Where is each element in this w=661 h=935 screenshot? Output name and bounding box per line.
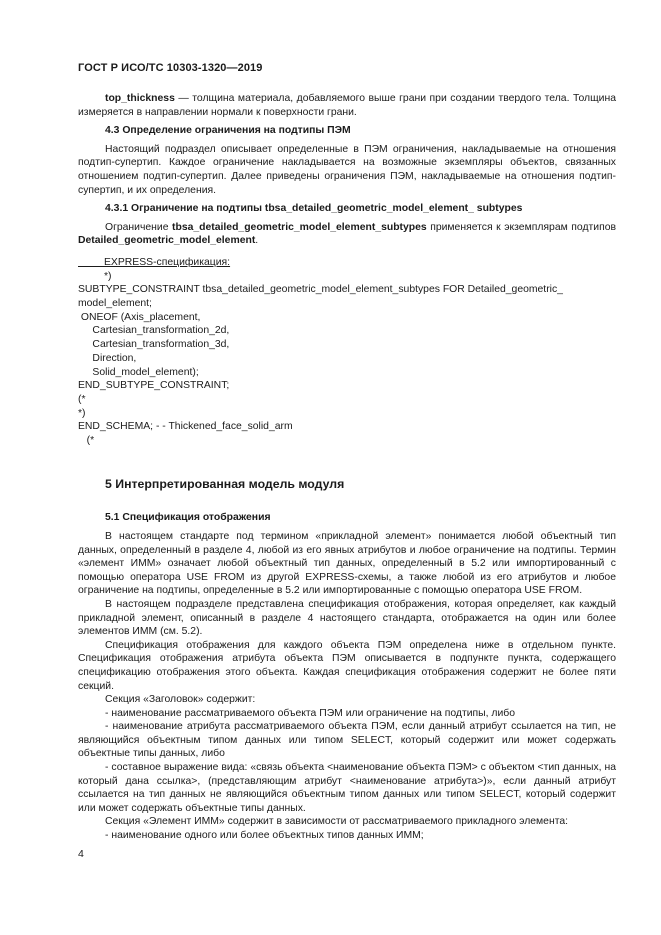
- code-line: ONEOF (Axis_placement,: [78, 311, 201, 323]
- code-line: *): [78, 407, 86, 419]
- heading-4-3: 4.3 Определение ограничения на подтипы ПЭМ: [105, 125, 351, 137]
- entity-name: Detailed_geometric_model_element: [78, 235, 256, 247]
- paragraph-4-3: Настоящий подраздел описывает определенные в ПЭМ ограничения, накладываемые на отношения подтип-супертип. Каждое ограничение накладывается на возможные экземпляры объектов, связанных отношением подтип-супертип. Далее приведены ограничения ПЭМ, накладываемые на отношения подтип-супертип, и их определения.: [78, 143, 616, 196]
- term-top-thickness: top_thickness: [105, 93, 175, 104]
- express-code-block: [78, 256, 616, 448]
- code-line: END_SCHEMA; - - Thickened_face_solid_arm: [78, 421, 293, 433]
- code-line: END_SUBTYPE_CONSTRAINT;: [78, 380, 230, 392]
- heading-4-3-1: 4.3.1 Ограничение на подтипы tbsa_detailed_geometric_model_element_ subtypes: [105, 203, 523, 215]
- code-line: Solid_model_element);: [78, 366, 199, 378]
- section-5-heading: 5 Интерпретированная модель модуля: [105, 476, 345, 491]
- page-number: 4: [78, 848, 84, 860]
- list-item: - составное выражение вида: «связь объекта <наименование объекта ПЭМ> с объектом <тип данных, на который дана ссылка>, (представляющим атрибут <наименование атрибута>)», если данный атрибут ссылается на тип данных не являющийся объектным типом данных или типом SELECT, который содержит или может содержать объектные типы данных.: [78, 762, 616, 814]
- paragraph-5-1-3: Спецификация отображения для каждого объекта ПЭМ определена ниже в отдельном пункте. Спецификация отображения атрибута объекта ПЭМ описывается в подпункте пункта, содержащего спецификацию отображения этого объекта. Каждая спецификация отображения содержит не более пяти секций.: [78, 639, 616, 692]
- page-content: [78, 92, 616, 843]
- paragraph-top-thickness: top_thickness — толщина материала, добавляемого выше грани при создании твердого тела. Толщина измеряется в направлении нормали к поверхности грани.: [78, 93, 616, 118]
- paragraph-5-1-2: В настоящем подразделе представлена спецификация отображения, которая определяет, как каждый прикладной элемент, описанный в разделе 4 настоящего стандарта, отображается на один или более элементов ИММ (см. 5.2).: [78, 598, 616, 638]
- code-line: *): [78, 270, 112, 282]
- page-header-title: ГОСТ Р ИСО/ТС 10303-1320—2019: [78, 62, 263, 74]
- list-item: - наименование атрибута рассматриваемого объекта ПЭМ, если данный атрибут ссылается на тип, не являющийся объектным типом данных или типом SELECT, который содержит или может содержать объектные типы данных, либо: [78, 721, 616, 760]
- code-line: Direction,: [78, 352, 137, 364]
- paragraph-5-1-5: Секция «Элемент ИММ» содержит в зависимости от рассматриваемого прикладного элемента:: [105, 816, 569, 828]
- code-line: Cartesian_transformation_2d,: [78, 325, 230, 337]
- code-line: (*: [78, 435, 95, 447]
- list-item: - наименование рассматриваемого объекта ПЭМ или ограничение на подтипы, либо: [105, 707, 515, 719]
- list-item: - наименование одного или более объектных типов данных ИММ;: [105, 830, 424, 842]
- code-line: SUBTYPE_CONSTRAINT tbsa_detailed_geometric_model_element_subtypes FOR Detailed_geometric_: [78, 284, 563, 296]
- constraint-name: tbsa_detailed_geometric_model_element_subtypes: [172, 221, 427, 233]
- code-line-spec: EXPRESS-спецификация:: [78, 256, 231, 268]
- paragraph-4-3-1: Ограничение tbsa_detailed_geometric_model_element_subtypes применяется к экземплярам подтипов Detailed_geometric_model_element.: [78, 221, 616, 247]
- paragraph-5-1-1: В настоящем стандарте под термином «прикладной элемент» понимается любой объектный тип данных, определенный в разделе 4, любой из его явных атрибутов и любое ограничение на подтипы. Термин «элемент ИММ» означает любой объектный тип данных, определенный в 5.2 или импортированный с помощью оператора USE FROM из другой EXPRESS-схемы, а также любой из его атрибутов и любое ограничение на подтипы, определенные в 5.2 или импортированные с помощью оператора USE FROM.: [78, 530, 616, 597]
- code-line: model_element;: [78, 298, 152, 310]
- paragraph-5-1-4: Секция «Заголовок» содержит:: [105, 694, 256, 706]
- heading-5-1: 5.1 Спецификация отображения: [105, 512, 271, 524]
- code-line: Cartesian_transformation_3d,: [78, 339, 230, 351]
- code-line: (*: [78, 393, 86, 405]
